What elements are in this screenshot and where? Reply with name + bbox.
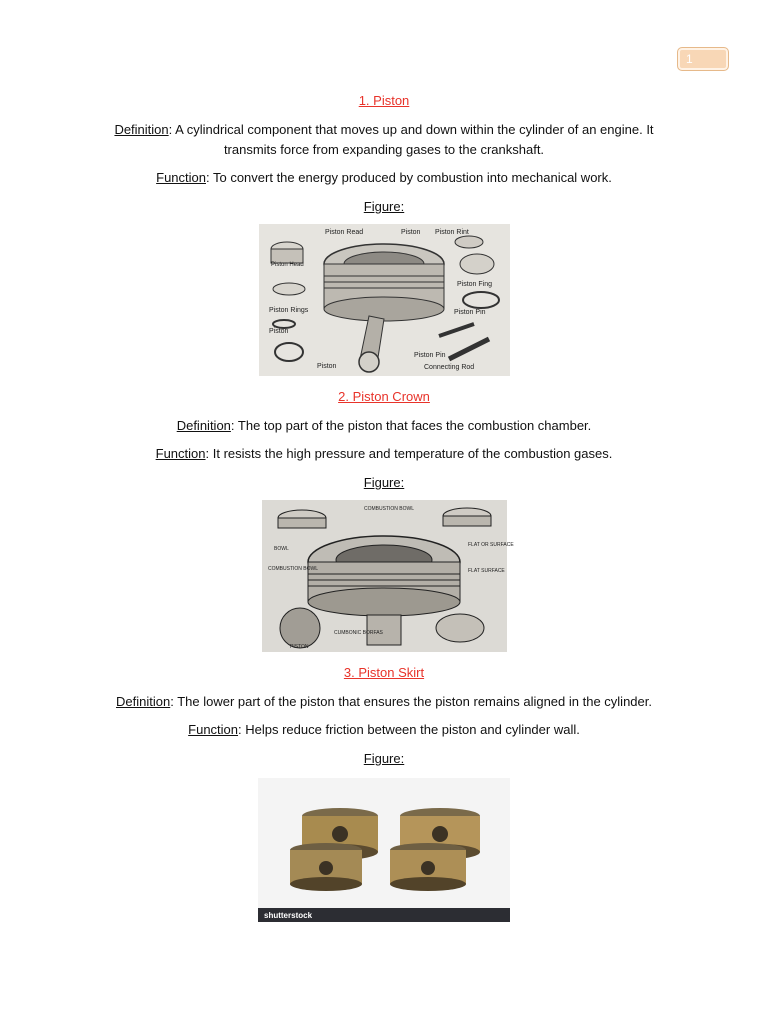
figure-label-text: Piston Rings (268, 307, 308, 314)
function-label: Function (188, 722, 239, 737)
definition-label: Definition (116, 694, 171, 709)
shutterstock-watermark: shutterstock (264, 911, 313, 920)
function-label: Function (155, 446, 206, 461)
piston-diagram-image (259, 224, 510, 376)
figure-label: Figure: (363, 475, 405, 490)
function-paragraph (104, 444, 664, 464)
function-paragraph (104, 168, 664, 188)
definition-label: Definition (114, 122, 169, 137)
figure-label: Figure: (363, 199, 405, 214)
figure-label-text: Piston Fing (456, 281, 492, 288)
piston-photo (290, 843, 362, 891)
definition-paragraph (104, 120, 664, 160)
function-text: : To convert the energy produced by combustion into mechanical work. (206, 170, 612, 185)
page-number-badge (677, 47, 729, 71)
figure-label-text: FLAT OR SURFACE (467, 542, 514, 548)
piston-skirt-photo-image (258, 778, 510, 922)
figure-label-text: COMBUSTION BOWL (363, 506, 414, 512)
figure-label-text: PISTON (289, 644, 309, 650)
definition-text: : A cylindrical component that moves up and down within the cylinder of an engine. It transmits force from expanding gases to the crankshaft. (168, 122, 654, 157)
figure-label-text: Piston Head (270, 262, 304, 268)
figure-label-text: Piston Pin (413, 352, 446, 359)
figure-label-text: Piston (400, 229, 420, 236)
figure-label-text: Piston (268, 328, 288, 335)
page-number: 1 (686, 52, 693, 66)
figure-label-text: FLAT SURFACE (467, 568, 505, 574)
section-heading-piston-skirt: 3. Piston Skirt (343, 665, 425, 680)
definition-paragraph (104, 692, 664, 712)
section-heading-piston-crown: 2. Piston Crown (338, 389, 430, 404)
piston-photo (390, 843, 466, 891)
function-text: : It resists the high pressure and temperature of the combustion gases. (205, 446, 613, 461)
figure-label-text: BOWL (273, 546, 289, 552)
figure-label: Figure: (363, 751, 405, 766)
figure-label-text: Connecting Rod (423, 364, 474, 371)
figure-label-text: Piston Read (324, 229, 363, 236)
definition-label: Definition (176, 418, 231, 433)
document-body (0, 92, 768, 922)
figure-label-text: Piston Pin (453, 309, 486, 316)
function-text: : Helps reduce friction between the piston and cylinder wall. (238, 722, 580, 737)
definition-paragraph (104, 416, 664, 436)
definition-text: : The top part of the piston that faces the combustion chamber. (230, 418, 592, 433)
figure-label-text: Piston (316, 363, 336, 370)
function-label: Function (156, 170, 206, 185)
piston-crown-diagram-image (262, 500, 514, 652)
section-heading-piston: 1. Piston (358, 93, 410, 108)
function-paragraph (104, 720, 664, 740)
figure-label-text: Piston Rint (434, 229, 469, 236)
figure-label-text: COMBUSTION BOWL (267, 566, 318, 572)
definition-text: : The lower part of the piston that ensures the piston remains aligned in the cylinder. (170, 694, 652, 709)
figure-label-text: CUMBONIC BORFAS (333, 630, 383, 636)
